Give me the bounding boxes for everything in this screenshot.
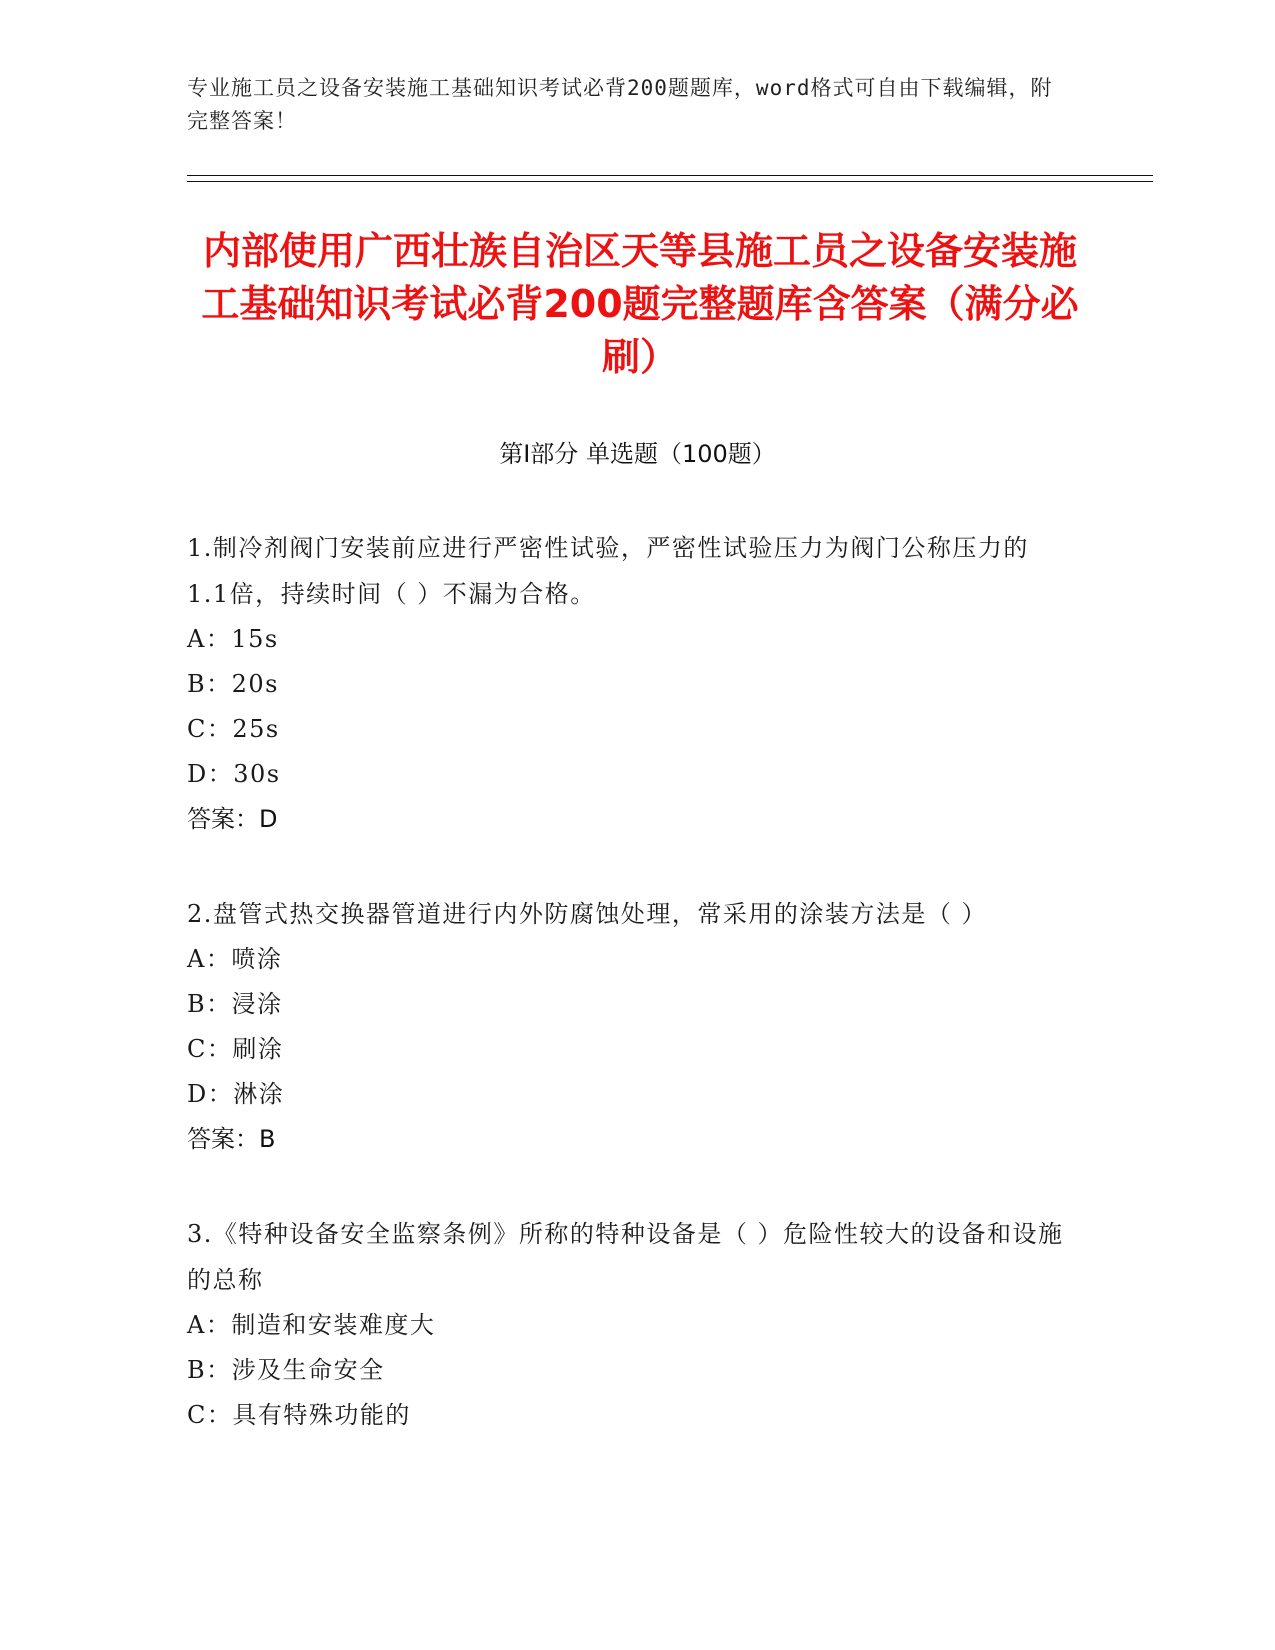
option-c: C：25s xyxy=(187,715,280,743)
question-stem: 3.《特种设备安全监察条例》所称的特种设备是（ ）危险性较大的设备和设施的总称 xyxy=(187,1220,1064,1294)
option-b: B：涉及生命安全 xyxy=(187,1356,385,1384)
option-d: D：30s xyxy=(187,760,281,788)
question-2 xyxy=(187,891,1067,1162)
header-divider-top xyxy=(187,175,1153,176)
section-title: 第I部分 单选题（100题） xyxy=(499,440,776,468)
option-c: C：具有特殊功能的 xyxy=(187,1401,411,1429)
question-list xyxy=(187,525,1067,1487)
option-a: A：15s xyxy=(187,625,279,653)
option-a: A：制造和安装难度大 xyxy=(187,1311,436,1339)
option-b: B：20s xyxy=(187,670,279,698)
answer: 答案：B xyxy=(187,1125,276,1153)
header-note: 专业施工员之设备安装施工基础知识考试必背200题题库，word格式可自由下载编辑，附完整答案！ xyxy=(187,76,1053,133)
question-3 xyxy=(187,1211,1067,1438)
question-stem: 2.盘管式热交换器管道进行内外防腐蚀处理，常采用的涂装方法是（ ） xyxy=(187,900,988,928)
option-c: C：刷涂 xyxy=(187,1035,284,1063)
document-title: 内部使用广西壮族自治区天等县施工员之设备安装施工基础知识考试必背200题完整题库含答案（满分必刷） xyxy=(201,229,1079,379)
option-a: A：喷涂 xyxy=(187,945,283,973)
question-stem: 1.制冷剂阀门安装前应进行严密性试验，严密性试验压力为阀门公称压力的1.1倍，持续时间（ ）不漏为合格。 xyxy=(187,534,1029,608)
header-divider-bottom xyxy=(187,181,1153,182)
option-b: B：浸涂 xyxy=(187,990,283,1018)
answer: 答案：D xyxy=(187,805,278,833)
option-d: D：淋涂 xyxy=(187,1080,285,1108)
question-1 xyxy=(187,525,1067,842)
